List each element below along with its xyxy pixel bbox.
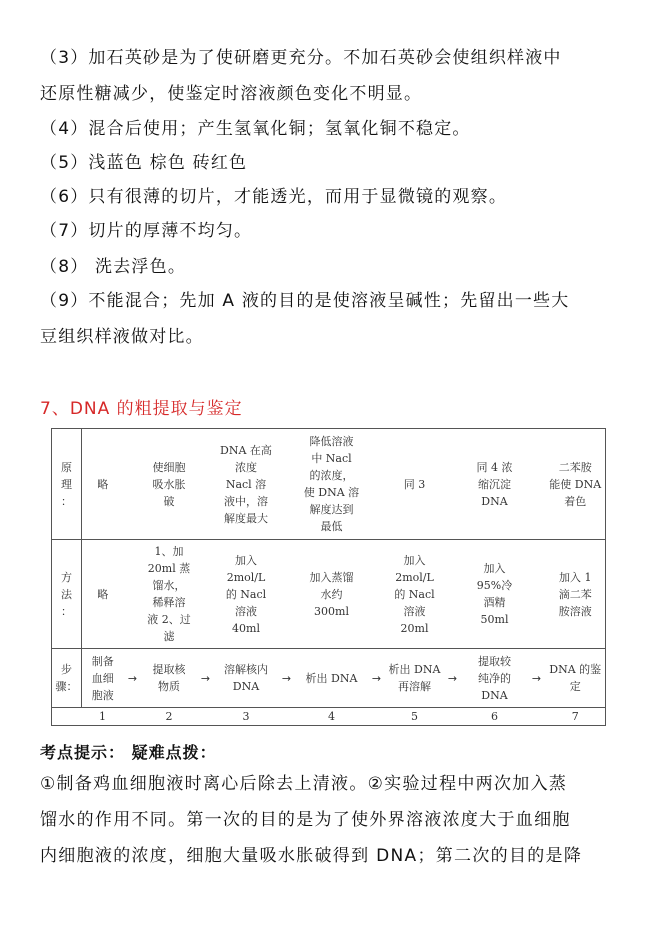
step-cell: 溶解核内 DNA xyxy=(215,649,278,708)
step-cell: DNA 的鉴 定 xyxy=(546,649,606,708)
step-number: 6 xyxy=(462,708,528,726)
paragraph-line-3: （4）混合后使用；产生氢氧化铜；氢氧化铜不稳定。 xyxy=(40,119,471,139)
spacer-cell xyxy=(197,540,215,649)
method-cell: 1、加 20ml 蒸 馏水， 稀释溶 液 2、过 滤 xyxy=(142,540,197,649)
method-cell: 加入 2mol/L 的 Nacl 溶液 40ml xyxy=(215,540,278,649)
row-header-steps: 步 骤： xyxy=(52,649,82,708)
principle-cell: 降低溶液 中 Nacl 的浓度， 使 DNA 溶 解度达到 最低 xyxy=(296,429,368,540)
spacer-cell xyxy=(278,429,296,540)
method-cell: 略 xyxy=(82,540,124,649)
section-heading: 7、DNA 的粗提取与鉴定 xyxy=(40,399,243,419)
method-cell: 加入 2mol/L 的 Nacl 溶液 20ml xyxy=(386,540,444,649)
principle-cell: 同 3 xyxy=(386,429,444,540)
spacer-cell xyxy=(444,540,462,649)
step-cell: 提取核 物质 xyxy=(142,649,197,708)
step-cell: 析出 DNA 再溶解 xyxy=(386,649,444,708)
spacer-cell xyxy=(278,540,296,649)
spacer-cell xyxy=(368,540,386,649)
arrow-icon: → xyxy=(444,649,462,708)
step-cell: 析出 DNA xyxy=(296,649,368,708)
paragraph-line-5: （6）只有很薄的切片，才能透光，而用于显微镜的观察。 xyxy=(40,187,508,207)
spacer-cell xyxy=(368,708,386,726)
method-cell: 加入 95%冷 酒精 50ml xyxy=(462,540,528,649)
paragraph-line-9: 豆组织样液做对比。 xyxy=(40,327,204,347)
step-number: 4 xyxy=(296,708,368,726)
method-row xyxy=(52,540,606,649)
paragraph-line-7: （8） 洗去浮色。 xyxy=(40,257,187,277)
spacer-cell xyxy=(528,708,546,726)
arrow-icon: → xyxy=(278,649,296,708)
arrow-icon: → xyxy=(368,649,386,708)
arrow-icon: → xyxy=(528,649,546,708)
dna-procedure-table xyxy=(51,428,605,722)
number-blank xyxy=(52,708,82,726)
spacer-cell xyxy=(528,429,546,540)
spacer-cell xyxy=(444,429,462,540)
arrow-icon: → xyxy=(124,649,142,708)
principle-cell: 同 4 浓 缩沉淀 DNA xyxy=(462,429,528,540)
principle-row xyxy=(52,429,606,540)
spacer-cell xyxy=(124,429,142,540)
paragraph-line-2: 还原性糖减少，使鉴定时溶液颜色变化不明显。 xyxy=(40,84,423,104)
spacer-cell xyxy=(278,708,296,726)
step-number: 7 xyxy=(546,708,606,726)
paragraph-line-4: （5）浅蓝色 棕色 砖红色 xyxy=(40,153,248,173)
step-number: 3 xyxy=(215,708,278,726)
spacer-cell xyxy=(197,708,215,726)
spacer-cell xyxy=(368,429,386,540)
tip-line-3: 内细胞液的浓度，细胞大量吸水胀破得到 DNA；第二次的目的是降 xyxy=(40,846,583,866)
principle-cell: 二苯胺 能使 DNA 着色 xyxy=(546,429,606,540)
spacer-cell xyxy=(528,540,546,649)
method-cell: 加入 1 滴二苯 胺溶液 xyxy=(546,540,606,649)
tip-line-2: 馏水的作用不同。第一次的目的是为了使外界溶液浓度大于血细胞 xyxy=(40,810,571,830)
row-header-method: 方 法 ： xyxy=(52,540,82,649)
spacer-cell xyxy=(124,708,142,726)
step-number: 5 xyxy=(386,708,444,726)
paragraph-line-1: （3）加石英砂是为了使研磨更充分。不加石英砂会使组织样液中 xyxy=(40,48,562,68)
spacer-cell xyxy=(197,429,215,540)
tips-title: 考点提示： 疑难点拨： xyxy=(40,743,217,762)
paragraph-line-8: （9）不能混合；先加 A 液的目的是使溶液呈碱性；先留出一些大 xyxy=(40,291,570,311)
spacer-cell xyxy=(444,708,462,726)
principle-cell: 使细胞 吸水胀 破 xyxy=(142,429,197,540)
step-cell: 制备 血细 胞液 xyxy=(82,649,124,708)
step-cell: 提取较 纯净的 DNA xyxy=(462,649,528,708)
principle-cell: DNA 在高 浓度 Nacl 溶 液中，溶 解度最大 xyxy=(215,429,278,540)
step-number: 1 xyxy=(82,708,124,726)
principle-cell: 略 xyxy=(82,429,124,540)
step-number: 2 xyxy=(142,708,197,726)
number-row xyxy=(52,708,606,726)
tip-line-1: ①制备鸡血细胞液时离心后除去上清液。②实验过程中两次加入蒸 xyxy=(40,774,568,794)
spacer-cell xyxy=(124,540,142,649)
method-cell: 加入蒸馏 水约 300ml xyxy=(296,540,368,649)
steps-row xyxy=(52,649,606,708)
paragraph-line-6: （7）切片的厚薄不均匀。 xyxy=(40,221,253,241)
row-header-principle: 原 理 ： xyxy=(52,429,82,540)
arrow-icon: → xyxy=(197,649,215,708)
